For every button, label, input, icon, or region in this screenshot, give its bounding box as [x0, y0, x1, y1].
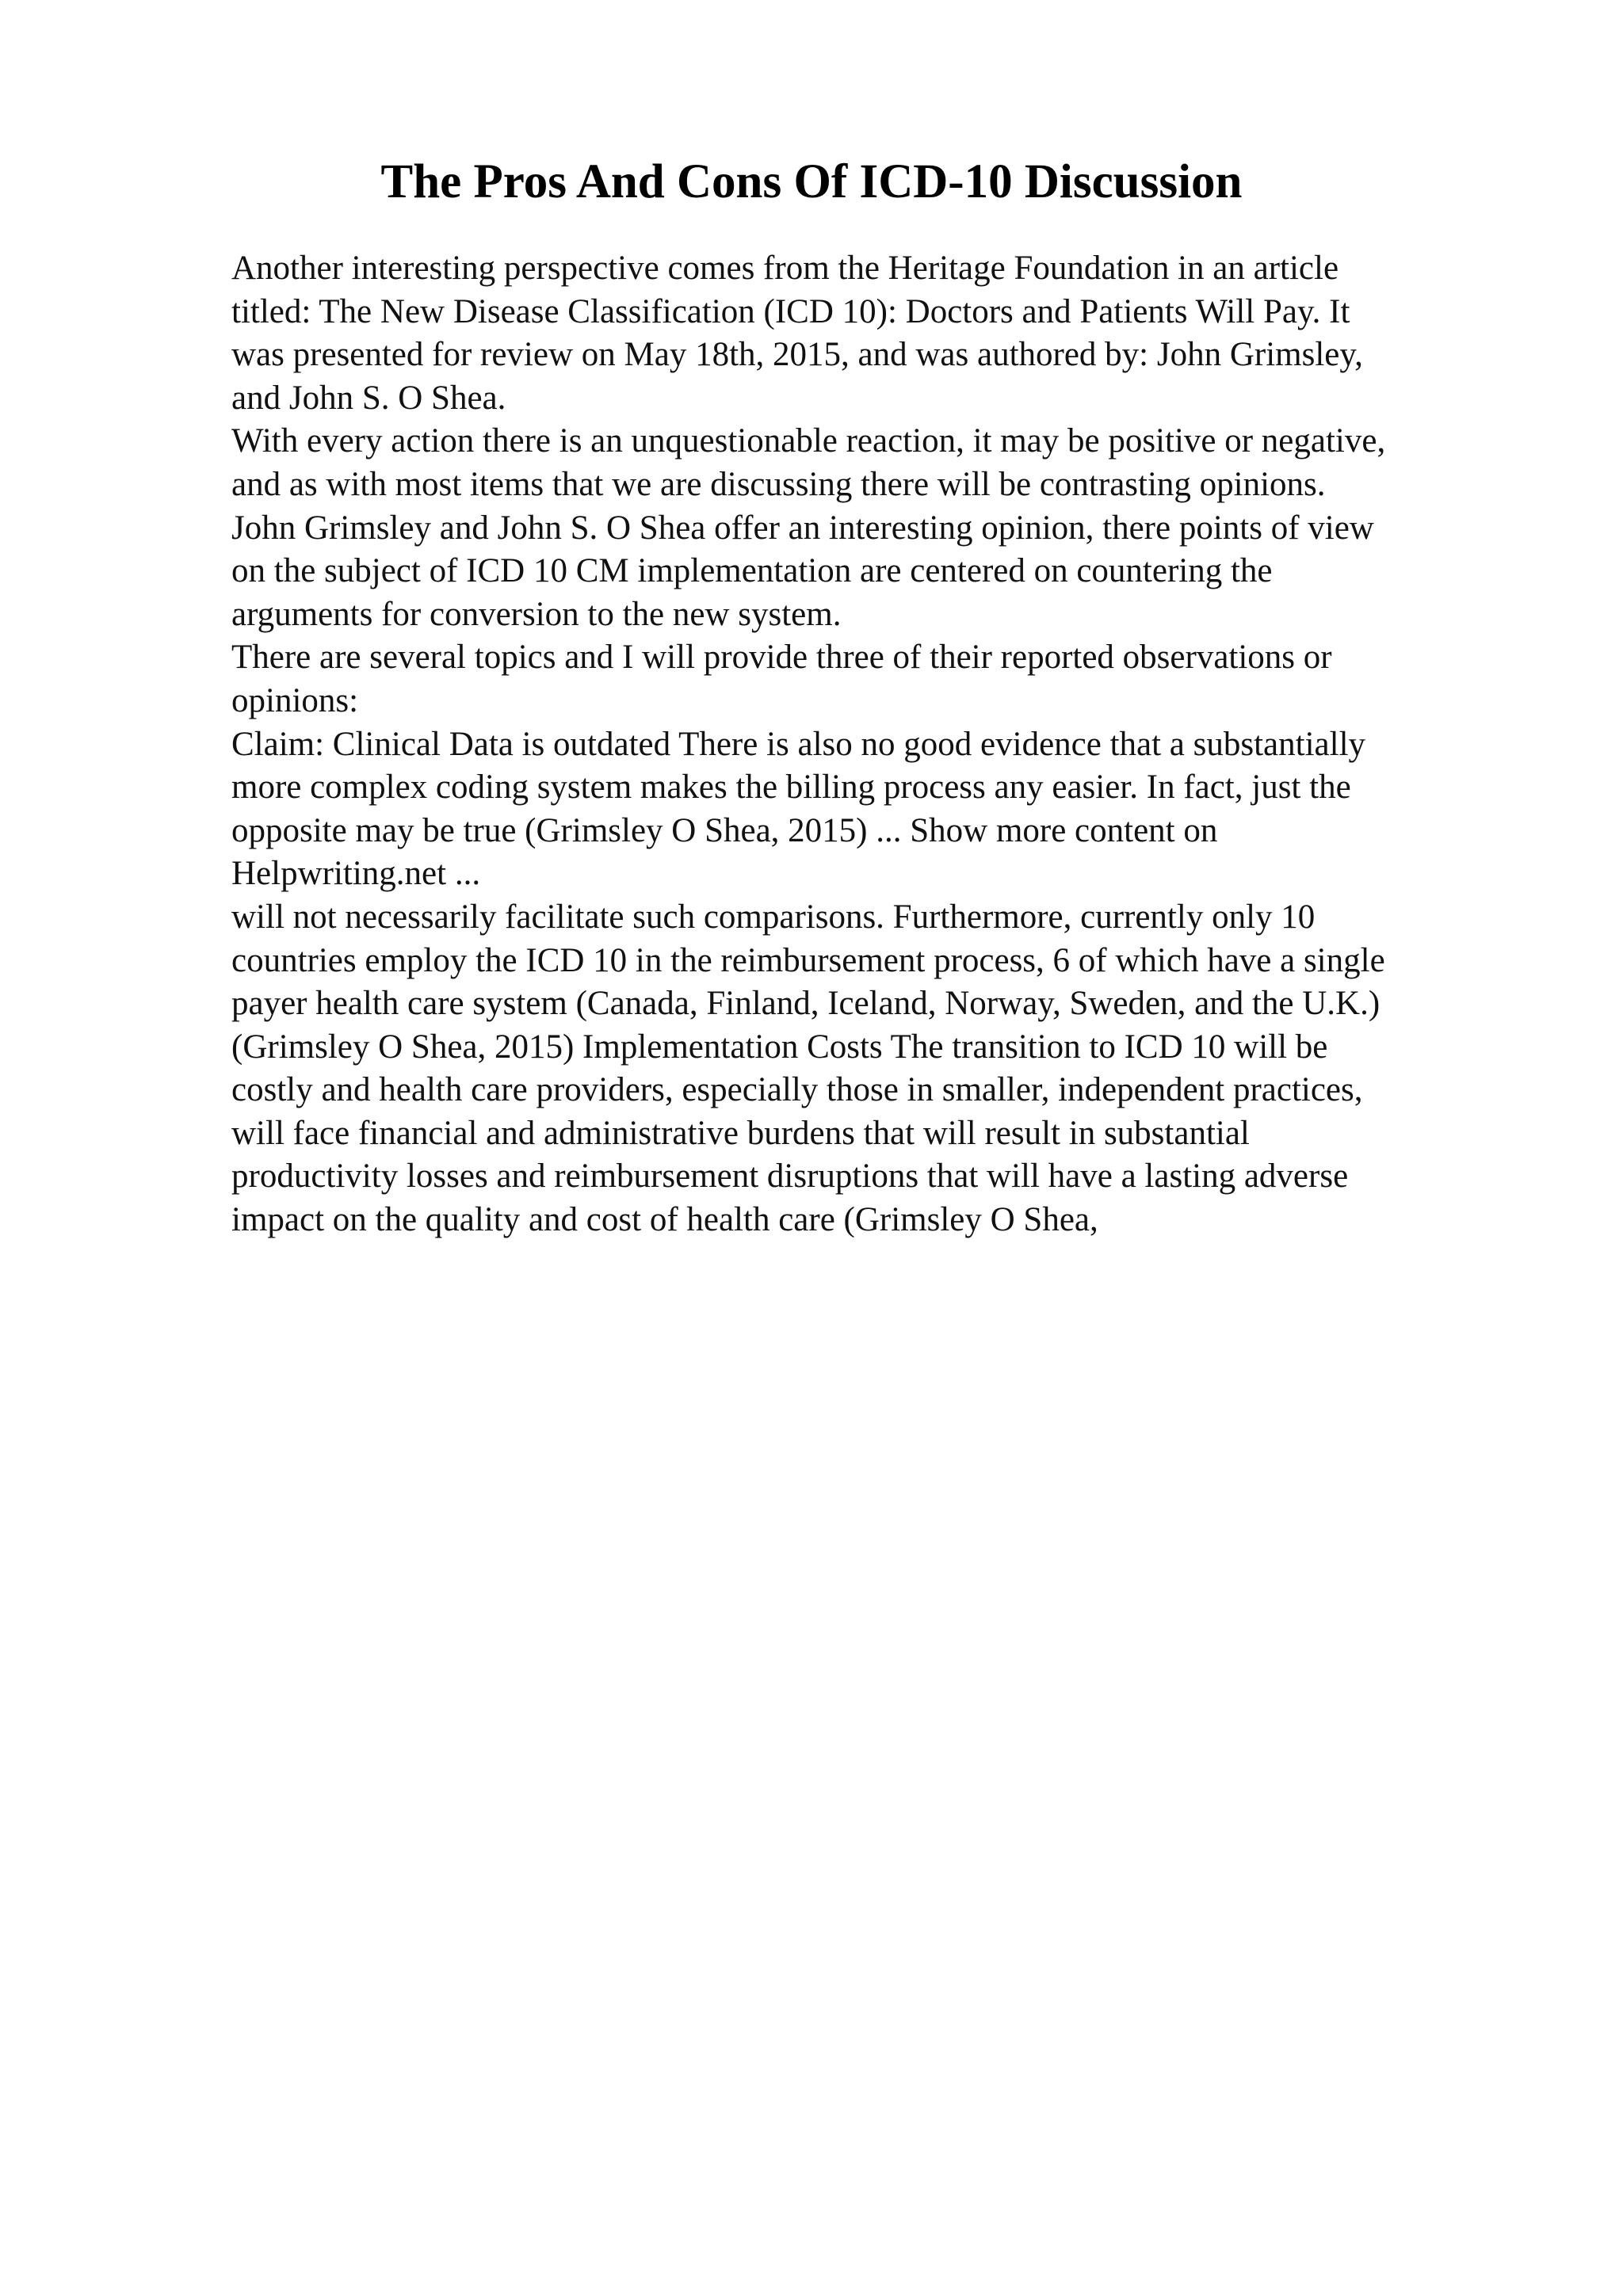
body-line: opinions: — [231, 681, 359, 719]
body-line: will face financial and administrative burdens that will result in substantial — [231, 1114, 1250, 1152]
body-line: Helpwriting.net ... — [231, 855, 481, 893]
document-body — [231, 247, 1499, 1242]
body-line: arguments for conversion to the new system. — [231, 595, 842, 633]
body-line: Claim: Clinical Data is outdated There is also no good evidence that a substantially — [231, 725, 1366, 763]
body-line: costly and health care providers, especially those in smaller, independent practices, — [231, 1071, 1363, 1109]
body-line: countries employ the ICD 10 in the reimbursement process, 6 of which have a single — [231, 941, 1385, 979]
body-line: and as with most items that we are discussing there will be contrasting opinions. — [231, 465, 1326, 503]
body-line: opposite may be true (Grimsley O Shea, 2015) ... Show more content on — [231, 811, 1218, 849]
body-line: (Grimsley O Shea, 2015) Implementation Costs The transition to ICD 10 will be — [231, 1028, 1328, 1066]
body-line: Another interesting perspective comes from the Heritage Foundation in an article — [231, 250, 1339, 287]
body-line: John Grimsley and John S. O Shea offer an interesting opinion, there points of view — [231, 509, 1374, 547]
body-line: productivity losses and reimbursement disruptions that will have a lasting adverse — [231, 1158, 1349, 1196]
body-line: impact on the quality and cost of health care (Grimsley O Shea, — [231, 1201, 1098, 1239]
body-line: With every action there is an unquestionable reaction, it may be positive or negative, — [231, 422, 1386, 460]
body-line: more complex coding system makes the billing process any easier. In fact, just the — [231, 769, 1351, 807]
body-line: was presented for review on May 18th, 2015, and was authored by: John Grimsley, — [231, 336, 1363, 374]
body-line: There are several topics and I will provide three of their reported observations or — [231, 639, 1332, 677]
body-line: and John S. O Shea. — [231, 379, 506, 417]
document-title: The Pros And Cons Of ICD-10 Discussion — [380, 155, 1243, 208]
body-line: titled: The New Disease Classification (ICD 10): Doctors and Patients Will Pay. It — [231, 292, 1350, 330]
body-line: on the subject of ICD 10 CM implementation are centered on countering the — [231, 552, 1273, 590]
body-line: will not necessarily facilitate such comparisons. Furthermore, currently only 10 — [231, 898, 1316, 936]
body-line: payer health care system (Canada, Finland, Iceland, Norway, Sweden, and the U.K.) — [231, 985, 1381, 1023]
